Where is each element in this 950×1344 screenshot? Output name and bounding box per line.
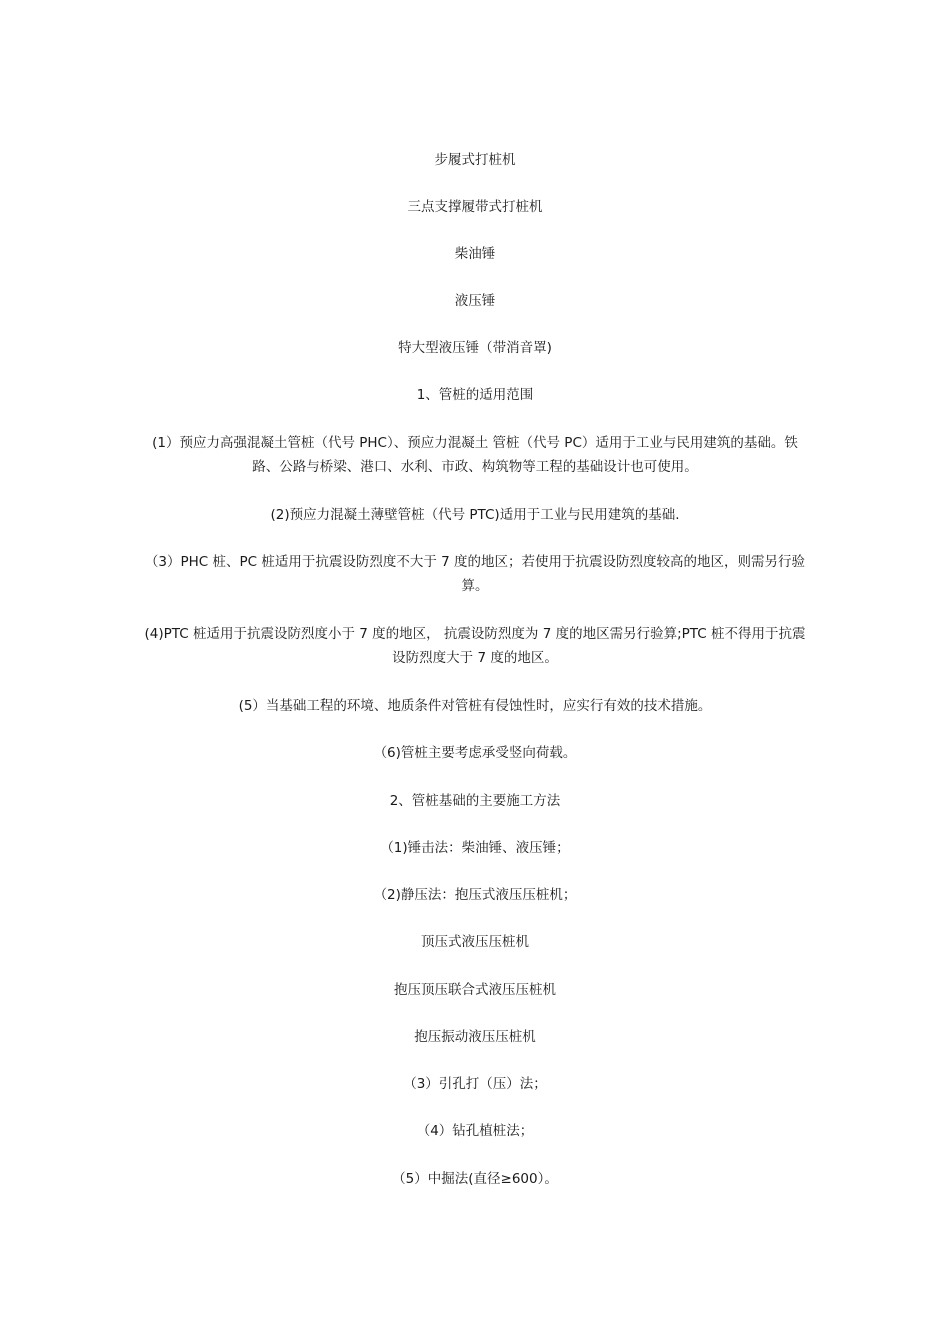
method-static-pressing: （2)静压法：抱压式液压压桩机；: [373, 887, 577, 903]
section-heading-construction-methods: 2、管桩基础的主要施工方法: [389, 793, 561, 809]
line-three-point-crawler-pile-driver: 三点支撑履带式打桩机: [407, 199, 543, 215]
method-center-excavation: （5）中掘法(直径≥600）。: [392, 1171, 558, 1187]
machine-top-press: 顶压式液压压桩机: [421, 934, 529, 950]
paragraph-item-6: （6)管桩主要考虑承受竖向荷载。: [373, 745, 577, 761]
machine-vibration-press: 抱压振动液压压桩机: [414, 1029, 536, 1045]
method-pre-drilling: （3）引孔打（压）法；: [403, 1076, 547, 1092]
paragraph-item-2: (2)预应力混凝土薄壁管桩（代号 PTC)适用于工业与民用建筑的基础.: [270, 507, 680, 523]
method-hammering: （1)锤击法：柴油锤、液压锤；: [380, 840, 570, 856]
method-bored-planting: （4）钻孔植桩法；: [416, 1123, 534, 1139]
line-hydraulic-hammer: 液压锤: [454, 293, 496, 309]
paragraph-item-5: (5）当基础工程的环境、地质条件对管桩有侵蚀性时，应实行有效的技术措施。: [238, 698, 712, 714]
line-large-hydraulic-hammer: 特大型液压锤（带消音罩): [398, 340, 552, 356]
machine-combined-press: 抱压顶压联合式液压压桩机: [394, 982, 556, 998]
section-heading-application-scope: 1、管桩的适用范围: [416, 387, 534, 403]
paragraph-item-1: (1）预应力高强混凝土管桩（代号 PHC）、预应力混凝土 管桩（代号 PC）适用于工业与民用建筑的基础。铁路、公路与桥梁、港口、水利、市政、构筑物等工程的基础设计也可使用。: [152, 435, 798, 475]
paragraph-item-4: (4)PTC 桩适用于抗震设防烈度小于 7 度的地区， 抗震设防烈度为 7 度的地区需另行验算;PTC 桩不得用于抗震设防烈度大于 7 度的地区。: [144, 626, 806, 666]
line-diesel-hammer: 柴油锤: [454, 246, 496, 262]
paragraph-item-3: （3）PHC 桩、PC 桩适用于抗震设防烈度不大于 7 度的地区；若使用于抗震设防烈度较高的地区，则需另行验算。: [144, 554, 806, 594]
line-walking-pile-driver: 步履式打桩机: [434, 152, 516, 168]
